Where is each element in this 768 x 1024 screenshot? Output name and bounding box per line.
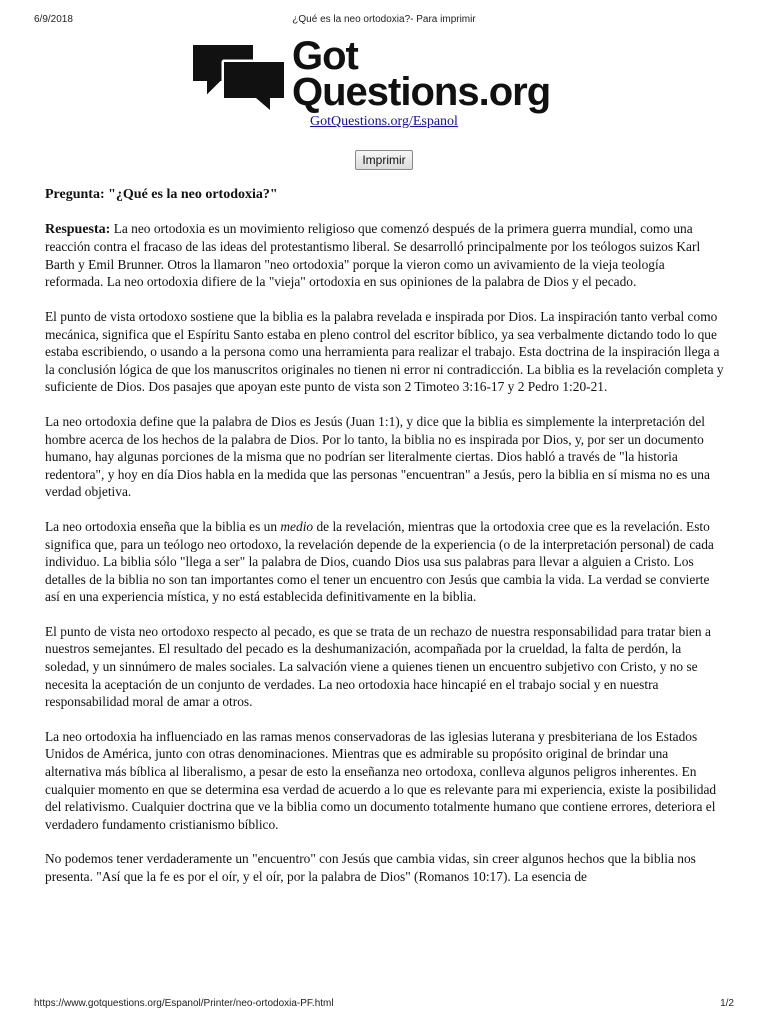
site-link[interactable]: GotQuestions.org/Espanol [310, 114, 458, 129]
answer-paragraph-1 [45, 220, 725, 291]
paragraph-2: El punto de vista ortodoxo sostiene que la biblia es la palabra revelada e inspirada por Dios. La inspiración tanto verbal como mecánica, significa que el Espíritu Santo estaba en pleno control del escritor bíblico, ya sea verbalmente dictando todo lo que estaba escribiendo, o usando a la persona como una herramienta para realizar el trabajo. Esta doctrina de la inspiración llega a la conclusión lógica de que los manuscritos originales no tienen ni error ni contradicción. La biblia es la revelación completa y suficiente de Dios. Dos pasajes que apoyan este punto de vista son 2 Timoteo 3:16-17 y 2 Pedro 1:20-21. [45, 308, 724, 395]
paragraph-4 [45, 518, 725, 606]
paragraph-6: La neo ortodoxia ha influenciado en las ramas menos conservadoras de las iglesias luterana y presbiteriana de los Estados Unidos de América, junto con otras denominaciones. Mientras que es admirable su propósito original de brindar una alternativa más bíblica al liberalismo, a pesar de esto la enseñanza neo ortodoxa, conlleva algunos peligros inherentes. En cualquier momento en que se determina esa verdad de acuerdo a lo que es relevante para mi experiencia, existe la posibilidad del relativismo. Cualquier doctrina que ve la biblia como un documento totalmente humano que contiene errores, deteriora el verdadero fundamento cristianismo bíblico. [45, 728, 717, 832]
emphasis-medio: medio [280, 518, 314, 534]
logo-line2: Questions.org [292, 70, 551, 114]
article [45, 186, 725, 903]
print-date: 6/9/2018 [34, 14, 73, 25]
site-logo [190, 34, 590, 118]
print-url: https://www.gotquestions.org/Espanol/Printer/neo-ortodoxia-PF.html [34, 998, 334, 1009]
print-page-title: ¿Qué es la neo ortodoxia?- Para imprimir [292, 14, 476, 25]
logo-line1: Got [292, 34, 358, 78]
paragraph-4-before: La neo ortodoxia enseña que la biblia es un [45, 518, 281, 534]
print-footer [34, 998, 734, 1012]
paragraph-7: No podemos tener verdaderamente un "encuentro" con Jesús que cambia vidas, sin creer algunos hechos que la biblia nos presenta. "Así que la fe es por el oír, y el oír, por la palabra de Dios" (Romanos 10:17). La esencia de [45, 851, 696, 884]
paragraph-3: La neo ortodoxia define que la palabra de Dios es Jesús (Juan 1:1), y dice que la biblia es simplemente la interpretación del hombre acerca de los hechos de la palabra de Dios. Por lo tanto, la biblia no es inspirada por Dios, y, por ser un documento humano, hay algunas porciones de la misma que no podrían ser literalmente ciertas. Dios habló a través de "la historia redentora", y hoy en día Dios habla en la medida que las personas "encuentran" a Jesús, pero la biblia en sí misma no es una verdad objetiva. [45, 413, 710, 500]
speech-bubbles-icon [190, 42, 288, 114]
paragraph-5: El punto de vista neo ortodoxo respecto al pecado, es que se trata de un rechazo de nuestra responsabilidad para tratar bien a nuestros semejantes. El resultado del pecado es la deshumanización, acompañada por la crueldad, la falta de perdón, la soledad, y un sinnúmero de males sociales. La salvación viene a quienes tienen un encuentro subjetivo con Cristo, y no se necesita la aceptación de un conjunto de verdades. La neo ortodoxia hace hincapié en el trabajo social y en nuestra responsabilidad moral de amar a otros. [45, 623, 711, 710]
print-button[interactable]: Imprimir [355, 150, 412, 170]
site-link-row [0, 114, 768, 130]
logo-wordmark [292, 34, 551, 114]
answer-label: Respuesta: [45, 221, 111, 237]
paragraph-text: La neo ortodoxia es un movimiento religioso que comenzó después de la primera guerra mundial, como una reacción contra el fracaso de las ideas del protestantismo liberal. Se desarrolló principalmente por los teólogos suizos Karl Barth y Emil Brunner. Otros la llamaron "neo ortodoxia" porque la vieron como un avivamiento de la vieja teología reformada. La neo ortodoxia difiere de la "vieja" ortodoxia en sus opiniones de la palabra de Dios y el pecado. [45, 220, 701, 290]
question-heading: Pregunta: "¿Qué es la neo ortodoxia?" [45, 187, 278, 202]
page-number: 1/2 [720, 998, 734, 1009]
print-button-row [0, 150, 768, 170]
paragraph-4-after: de la revelación, mientras que la ortodoxia cree que es la revelación. Esto significa que, para un teólogo neo ortodoxo, la revelación depende de la experiencia (o de la interpretación personal) de cada individuo. La biblia sólo "llega a ser" la palabra de Dios, cuando Dios usa sus palabras para llevar a alguien a Cristo. Los detalles de la biblia no son tan importantes como el tener un encuentro con Jesús que cambia la vida. La verdad se convierte así en una experiencia mística, y no está establecida definitivamente en la biblia. [45, 518, 714, 605]
print-header [34, 14, 734, 28]
